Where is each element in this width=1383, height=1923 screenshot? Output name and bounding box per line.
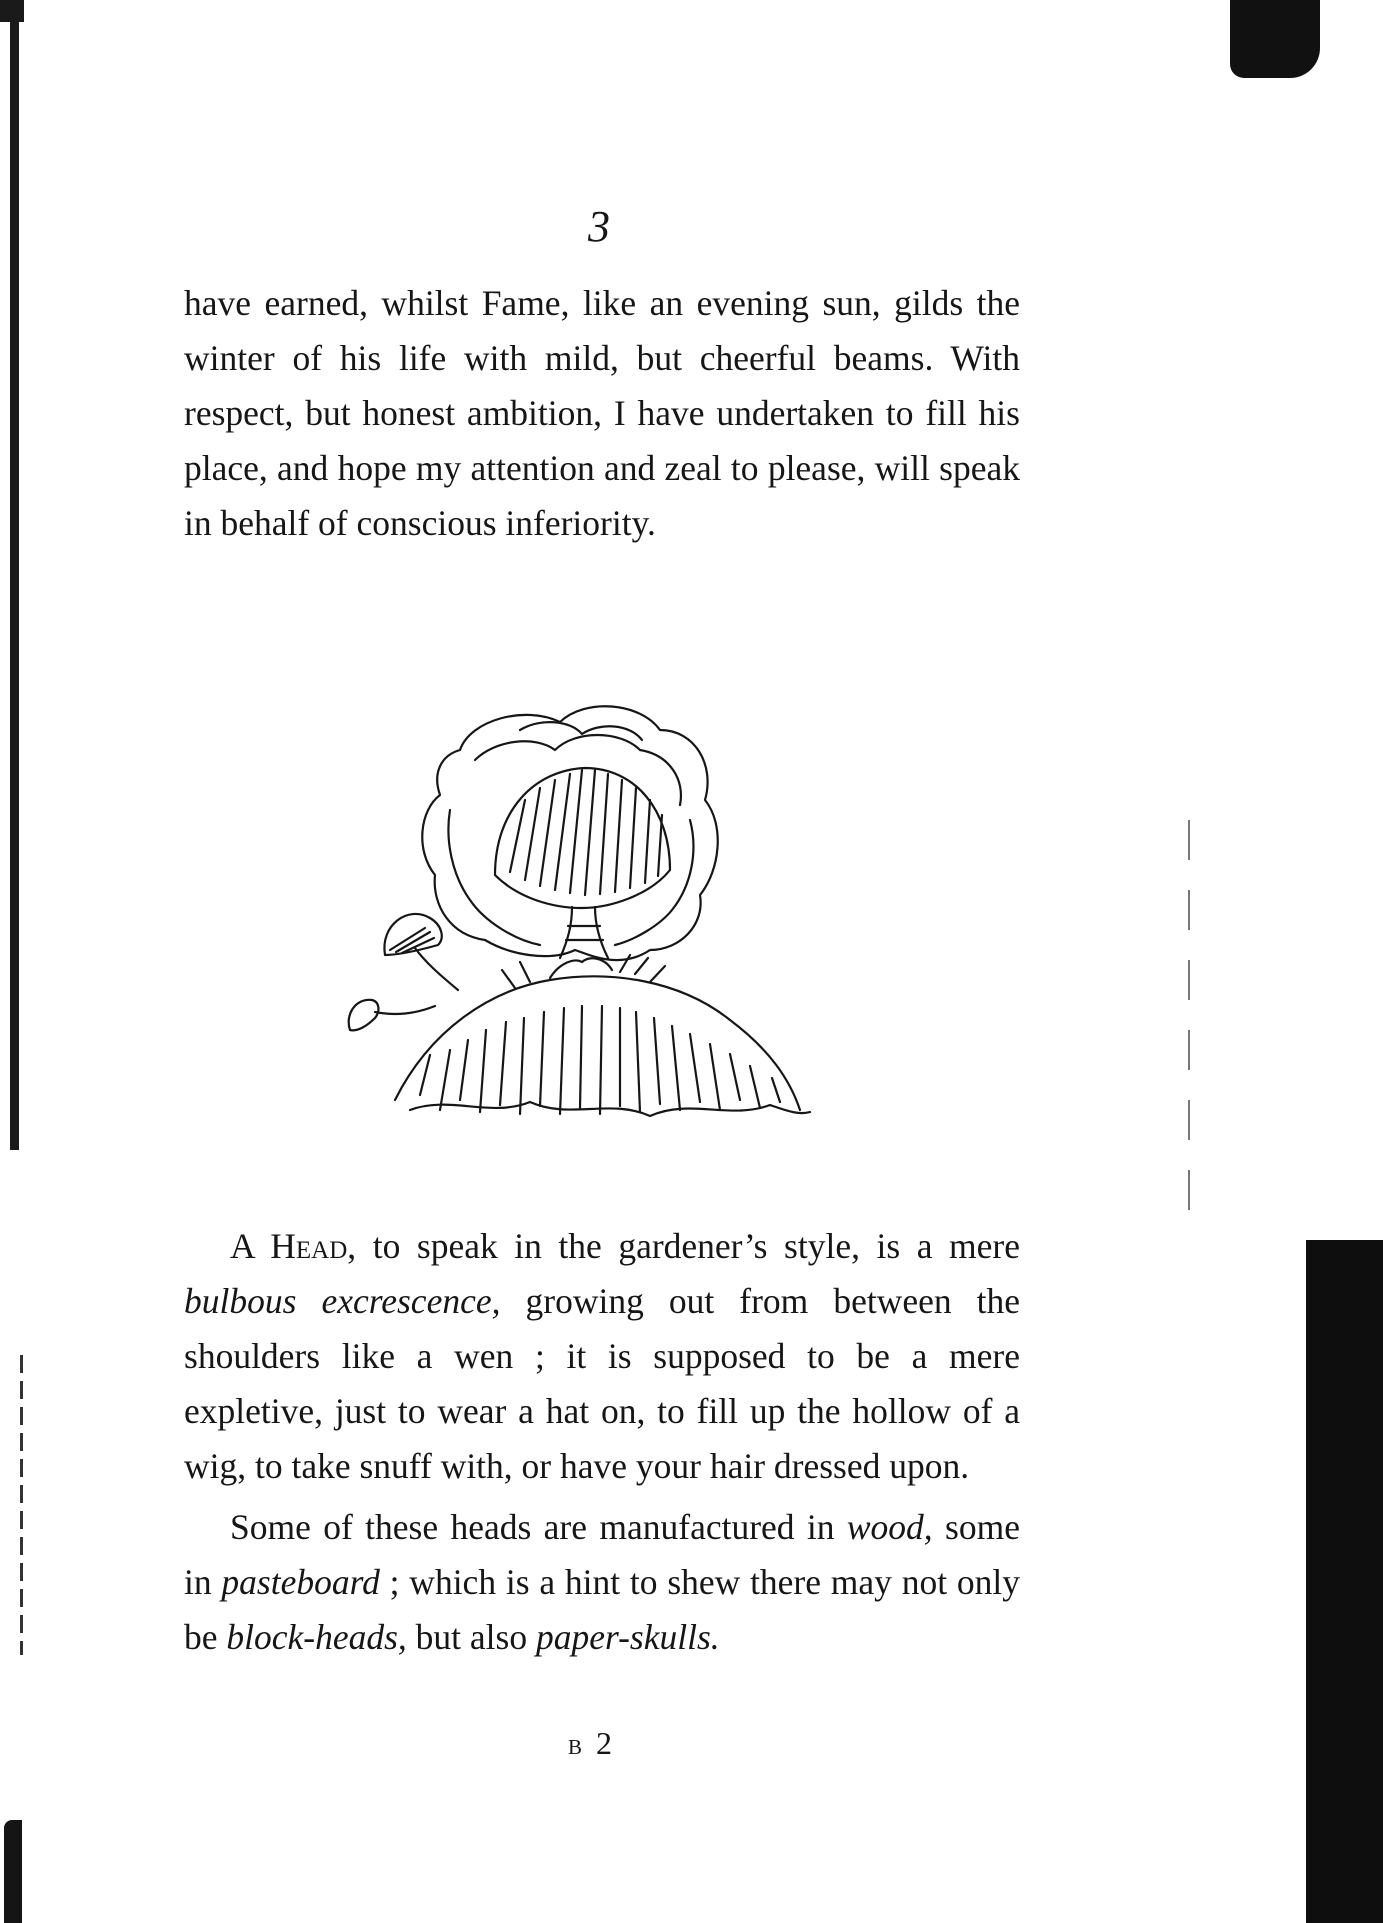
scan-edge-shadow — [1230, 0, 1320, 78]
scan-edge-shadow — [1306, 1240, 1383, 1923]
lead-capital: A — [230, 1226, 254, 1266]
italic-run: pasteboard — [221, 1562, 380, 1602]
top-paragraph-block — [184, 276, 1020, 551]
text-run: ; which is a hint to shew there may not only be — [184, 1562, 1020, 1657]
italic-run: wood, — [846, 1507, 933, 1547]
mushroom-head-illustration — [320, 700, 900, 1180]
italic-run: paper-skulls. — [535, 1617, 720, 1657]
signature-number: 2 — [596, 1725, 623, 1761]
bottom-text-block — [184, 1219, 1020, 1665]
signature-mark — [568, 1727, 622, 1759]
head-paragraph — [184, 1219, 1020, 1494]
page-number: 3 — [588, 202, 610, 251]
text-run: growing out from between the shoulders like a wen ; it is supposed to be a mere expletive, just to wear a hat on, to fill up the hollow of a wig, to take snuff with, or have your hair dressed upon. — [184, 1281, 1020, 1486]
text-run: some in — [184, 1507, 1020, 1602]
head-word: Head — [270, 1226, 348, 1266]
text-run: Some of these heads are manufactured in — [230, 1507, 847, 1547]
signature-letter: B — [568, 1735, 583, 1759]
italic-run: block-heads, — [226, 1617, 407, 1657]
heads-paragraph — [184, 1500, 1020, 1665]
scan-edge-shadow — [20, 1355, 23, 1655]
text-run: but also — [406, 1617, 536, 1657]
scan-edge-shadow — [4, 1820, 22, 1923]
text-run: , to speak in the gardener’s style, is a mere — [347, 1226, 1021, 1266]
scan-edge-shadow — [1188, 820, 1190, 1220]
italic-run: bulbous excrescence, — [184, 1281, 501, 1321]
top-paragraph: have earned, whilst Fame, like an evening sun, gilds the winter of his life with mild, but cheerful beams. With respect, but honest ambition, I have undertaken to fill his place, and hope my attention and zeal to please, will speak in behalf of conscious inferiority. — [184, 283, 1020, 543]
scan-edge-shadow — [10, 0, 19, 1150]
